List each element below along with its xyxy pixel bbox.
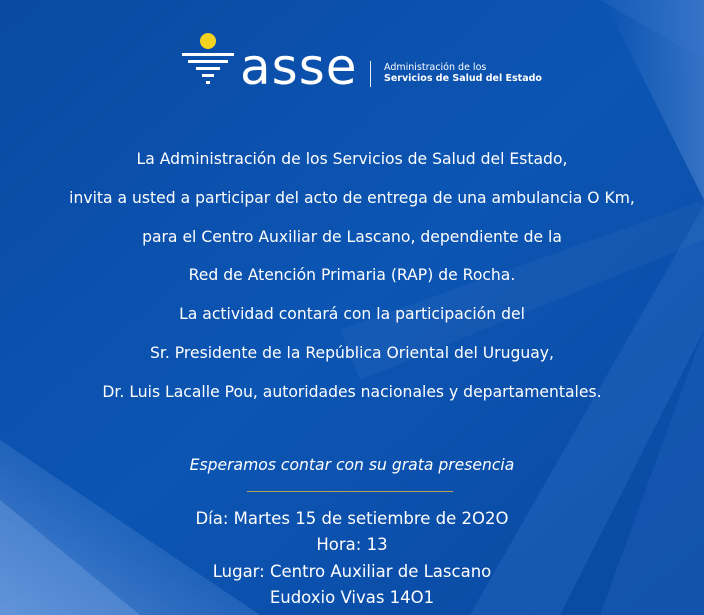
divider-line (247, 491, 453, 492)
event-details (0, 506, 704, 612)
event-date: Día: Martes 15 de setiembre de 2O2O (195, 509, 509, 528)
invitation-line: invita a usted a participar del acto de entrega de una ambulancia O Km, (69, 188, 635, 207)
invitation-text (0, 140, 704, 412)
asse-logo (180, 33, 542, 96)
invitation-line: Red de Atención Primaria (RAP) de Rocha. (188, 266, 516, 285)
invitation-line: Dr. Luis Lacalle Pou, autoridades nacionales y departamentales. (102, 382, 602, 401)
closing-message: Esperamos contar con su grata presencia (189, 456, 515, 474)
invitation-line: La actividad contará con la participación del (179, 305, 525, 324)
logo-subtitle-line1: Administración de los (384, 62, 487, 73)
logo-wordmark: asse (240, 38, 358, 96)
invitation-line: La Administración de los Servicios de Salud del Estado, (136, 150, 568, 168)
event-address: Eudoxio Vivas 14O1 (269, 588, 435, 608)
event-place: Lugar: Centro Auxiliar de Lascano (212, 561, 492, 581)
invitation-line: para el Centro Auxiliar de Lascano, dependiente de la (142, 227, 562, 246)
event-time: Hora: 13 (316, 535, 388, 555)
logo-separator (370, 61, 371, 87)
invitation-line: Sr. Presidente de la República Oriental del Uruguay, (150, 343, 554, 362)
logo-subtitle-line2: Servicios de Salud del Estado (384, 73, 542, 84)
asse-emblem-icon (180, 33, 236, 89)
